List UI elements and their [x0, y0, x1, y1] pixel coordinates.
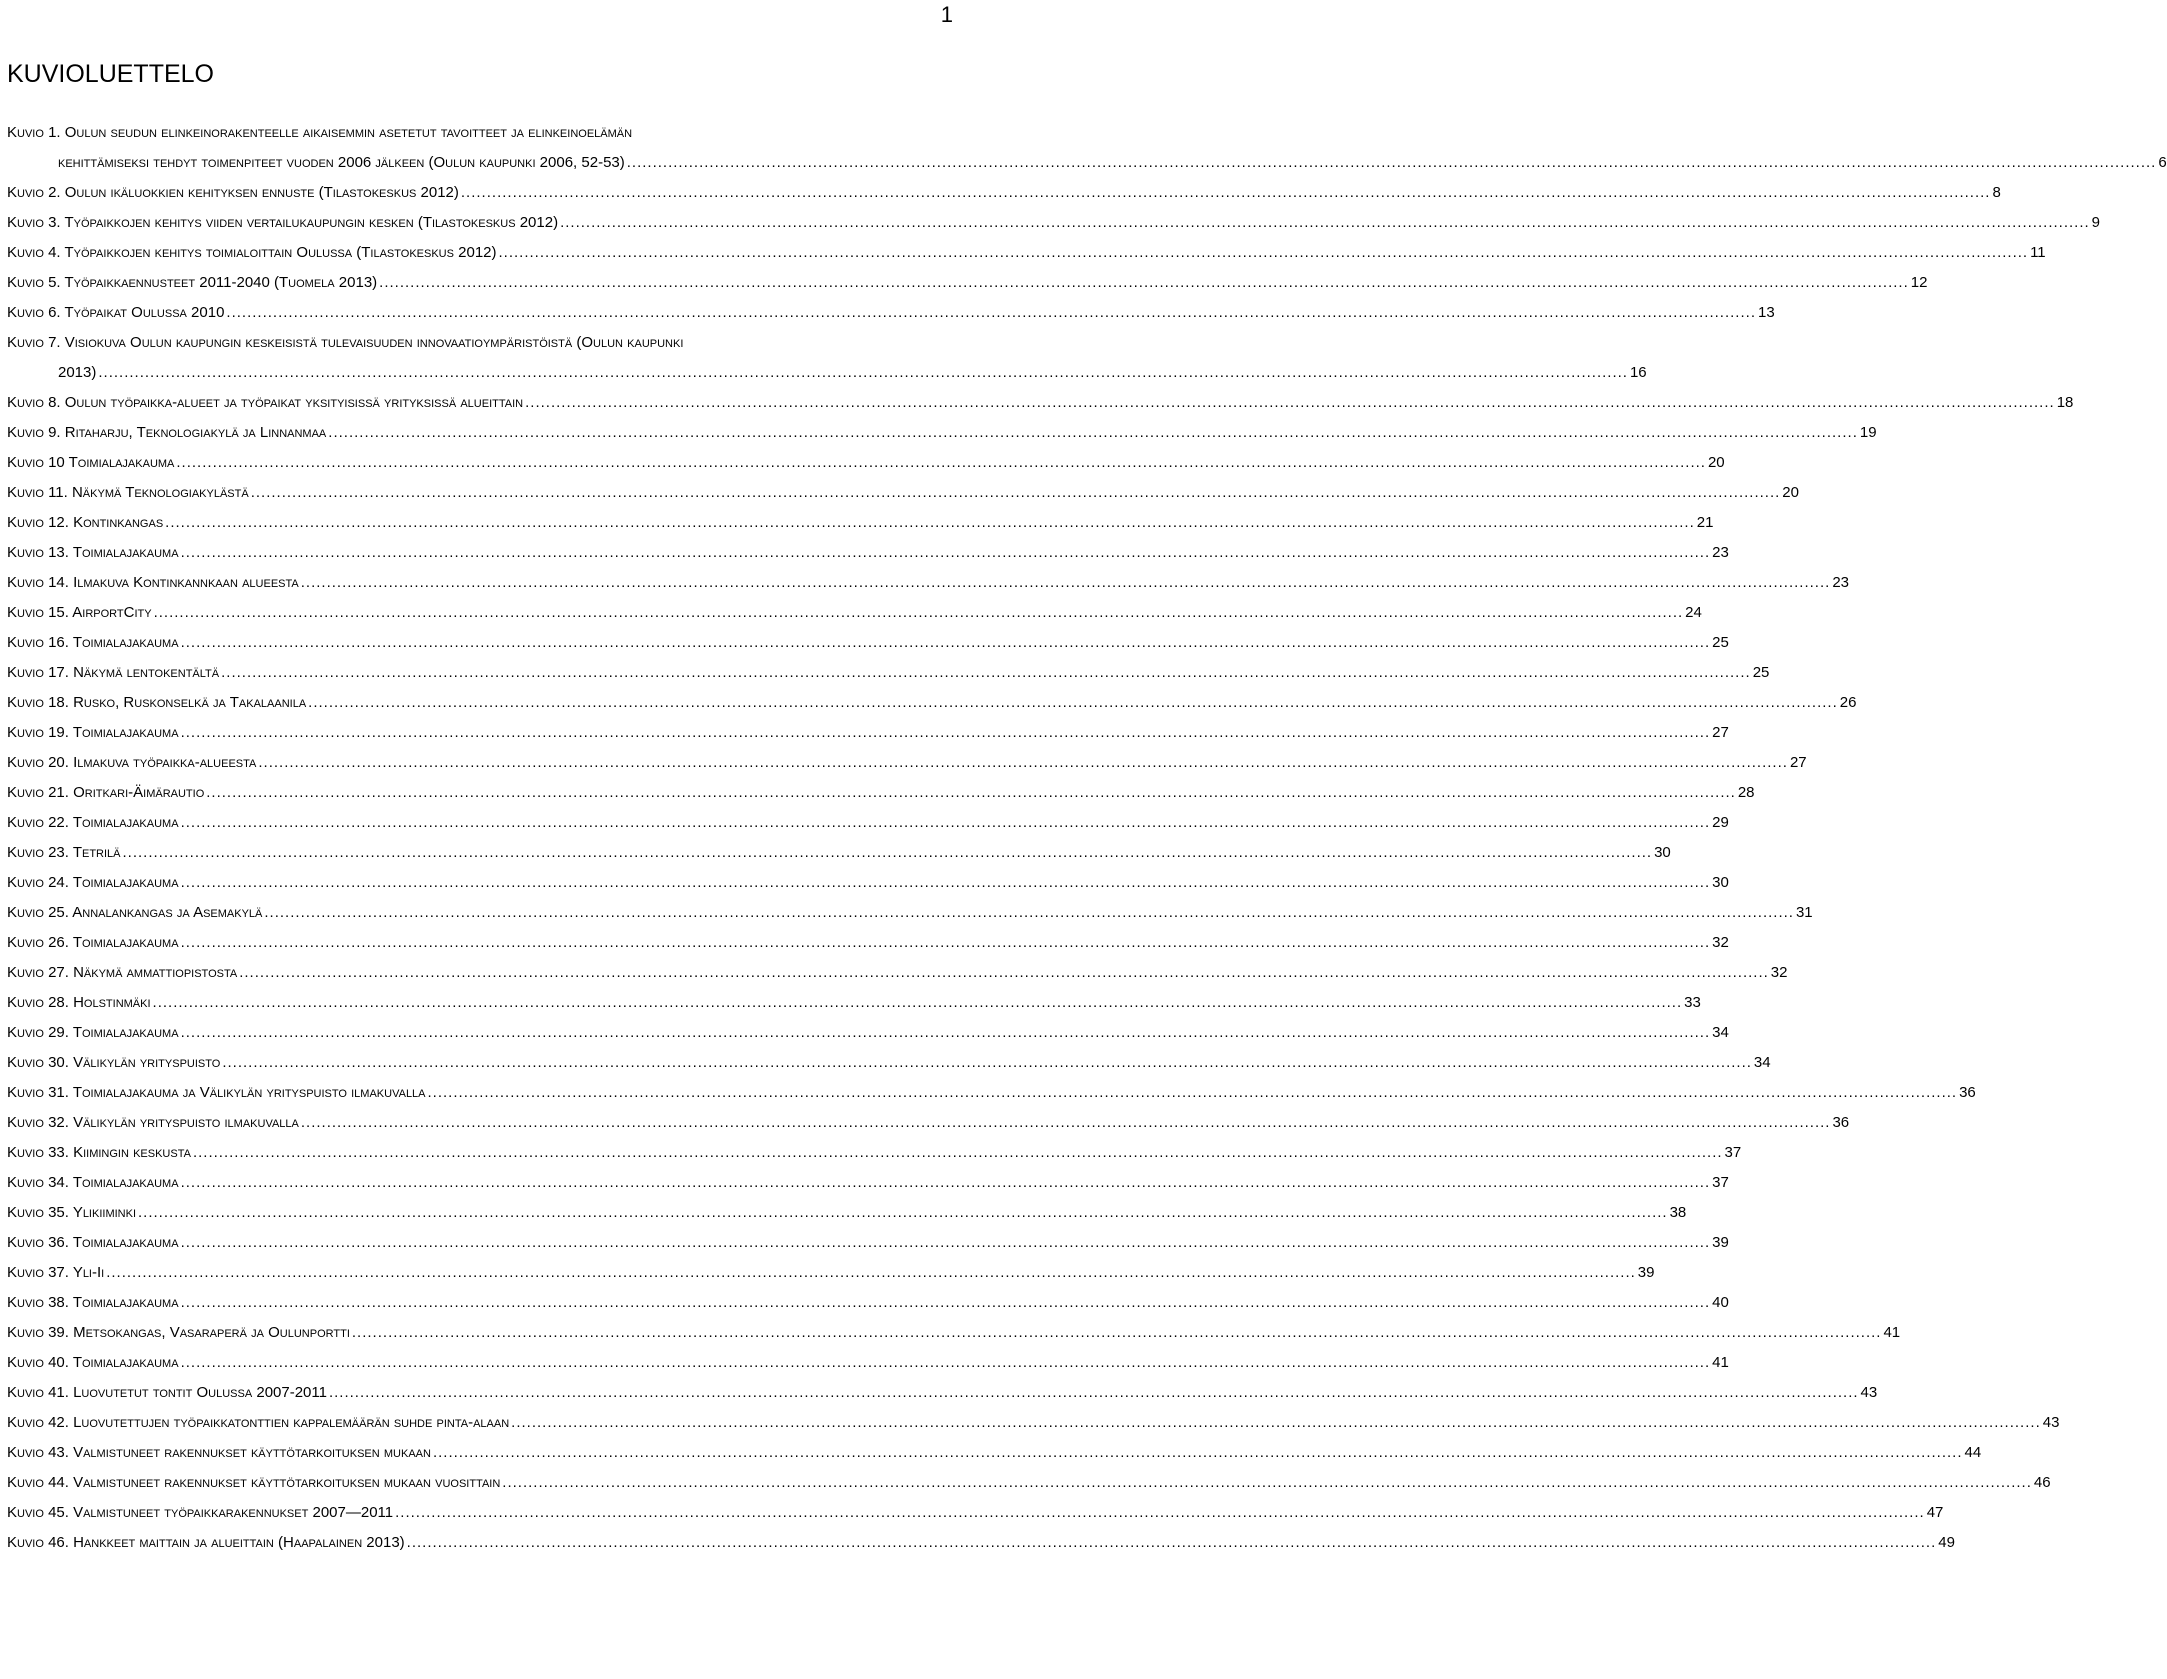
toc-entry[interactable] [7, 688, 1857, 718]
dot-leader [560, 208, 2090, 238]
dot-leader [308, 688, 1838, 718]
toc-entry[interactable] [7, 1018, 1729, 1048]
toc-entry[interactable] [7, 538, 1729, 568]
toc-entry[interactable] [7, 898, 1813, 928]
toc-entry-label: Kuvio 20. Ilmakuva työpaikka-alueesta [7, 754, 257, 771]
toc-entry[interactable] [7, 1318, 1901, 1348]
dot-leader [123, 838, 1653, 868]
dot-leader [379, 268, 1909, 298]
dot-leader [181, 628, 1711, 658]
toc-entry-page: 41 [1883, 1324, 1901, 1341]
toc-entry-label: Kuvio 33. Kiimingin keskusta [7, 1144, 191, 1161]
toc-entry-label-continued: 2013) [58, 364, 97, 381]
toc-entry-label: Kuvio 13. Toimialajakauma [7, 544, 179, 561]
dot-leader [251, 478, 1781, 508]
dot-leader [181, 868, 1711, 898]
toc-entry-page: 32 [1712, 934, 1729, 951]
dot-leader [499, 238, 2029, 268]
toc-entry-label: Kuvio 25. Annalankangas ja Asemakylä [7, 904, 263, 921]
toc-entry[interactable] [7, 988, 1701, 1018]
toc-entry-page: 39 [1712, 1234, 1729, 1251]
toc-entry[interactable] [7, 1228, 1729, 1258]
toc-entry-page: 40 [1712, 1294, 1729, 1311]
toc-entry[interactable] [7, 508, 1714, 538]
toc-entry-page: 11 [2030, 244, 2046, 261]
dot-leader [181, 928, 1711, 958]
toc-entry-page: 33 [1684, 994, 1701, 1011]
toc-entry[interactable] [7, 1408, 2060, 1438]
toc-entry-page: 43 [2042, 1414, 2060, 1431]
toc-entry-label: Kuvio 2. Oulun ikäluokkien kehityksen ennuste (Tilastokeskus 2012) [7, 184, 459, 201]
toc-entry-page: 44 [1964, 1444, 1982, 1461]
dot-leader [301, 568, 1831, 598]
toc-entry-label: Kuvio 22. Toimialajakauma [7, 814, 179, 831]
toc-entry-page: 18 [2056, 394, 2074, 411]
toc-entry-label: Kuvio 27. Näkymä ammattiopistosta [7, 964, 238, 981]
toc-entry-label: Kuvio 21. Oritkari-Äimärautio [7, 784, 205, 801]
dot-leader [106, 1258, 1636, 1288]
dot-leader [138, 1198, 1668, 1228]
toc-entry-page: 16 [1629, 364, 1647, 381]
toc-entry[interactable] [7, 1258, 1655, 1288]
dot-leader [328, 418, 1858, 448]
toc-entry-label: Kuvio 38. Toimialajakauma [7, 1294, 179, 1311]
toc-entry-page: 32 [1770, 964, 1788, 981]
toc-entry[interactable] [7, 598, 1702, 628]
toc-entry-label: Kuvio 30. Välikylän yrityspuisto [7, 1054, 221, 1071]
toc-entry[interactable] [7, 958, 1788, 988]
toc-entry-label: Kuvio 24. Toimialajakauma [7, 874, 179, 891]
toc-entry-page: 34 [1712, 1024, 1729, 1041]
toc-entry[interactable] [7, 1348, 1729, 1378]
toc-entry-label: Kuvio 11. Näkymä Teknologiakylästä [7, 484, 249, 501]
dot-leader [176, 448, 1706, 478]
dot-leader [222, 1048, 1752, 1078]
dot-leader [206, 778, 1736, 808]
toc-entry-page: 24 [1685, 604, 1702, 621]
dot-leader [181, 1348, 1711, 1378]
dot-leader [525, 388, 2055, 418]
toc-entry[interactable] [7, 748, 1807, 778]
dot-leader [264, 898, 1794, 928]
dot-leader [98, 358, 1628, 388]
toc-entry-page: 21 [1696, 514, 1714, 531]
dot-leader [329, 1378, 1859, 1408]
toc-entry-label: Kuvio 1. Oulun seudun elinkeinorakenteelle aikaisemmin asetetut tavoitteet ja elinkeinoelämän [7, 124, 633, 141]
toc-entry-page: 12 [1910, 274, 1928, 291]
dot-leader [193, 1138, 1723, 1168]
toc-entry-label: Kuvio 42. Luovutettujen työpaikkatonttien kappalemäärän suhde pinta-alaan [7, 1414, 510, 1431]
dot-leader [407, 1528, 1937, 1558]
toc-entry-label: Kuvio 3. Työpaikkojen kehitys viiden vertailukaupungin kesken (Tilastokeskus 2012) [7, 214, 559, 231]
toc-entry-page: 19 [1859, 424, 1877, 441]
toc-entry-page: 38 [1669, 1204, 1687, 1221]
toc-entry[interactable] [7, 628, 1729, 658]
toc-entry-label: Kuvio 44. Valmistuneet rakennukset käyttötarkoituksen mukaan vuosittain [7, 1474, 501, 1491]
toc-entry-page: 23 [1832, 574, 1849, 591]
dot-leader [428, 1078, 1958, 1108]
toc-entry[interactable] [7, 928, 1729, 958]
toc-entry-label: Kuvio 29. Toimialajakauma [7, 1024, 179, 1041]
toc-entry-label: Kuvio 14. Ilmakuva Kontinkannkaan alueesta [7, 574, 299, 591]
toc-entry[interactable] [7, 868, 1729, 898]
toc-entry[interactable] [7, 1498, 1944, 1528]
toc-entry-page: 29 [1712, 814, 1729, 831]
dot-leader [627, 148, 2157, 178]
dot-leader [502, 1468, 2032, 1498]
toc-entry-label: Kuvio 35. Ylikiiminki [7, 1204, 136, 1221]
toc-entry-page: 37 [1712, 1174, 1729, 1191]
toc-entry-page: 37 [1724, 1144, 1742, 1161]
toc-entry-page: 25 [1752, 664, 1770, 681]
dot-leader [181, 1288, 1711, 1318]
toc-entry-page: 47 [1926, 1504, 1944, 1521]
toc-entry[interactable] [7, 808, 1729, 838]
dot-leader [165, 508, 1695, 538]
toc-entry-page: 46 [2033, 1474, 2051, 1491]
toc-entry-page: 41 [1712, 1354, 1729, 1371]
toc-entry[interactable] [7, 1378, 1878, 1408]
toc-entry-label-continued: kehittämiseksi tehdyt toimenpiteet vuoden 2006 jälkeen (Oulun kaupunki 2006, 52-53) [58, 154, 625, 171]
dot-leader [181, 718, 1711, 748]
toc-entry-label: Kuvio 6. Työpaikat Oulussa 2010 [7, 304, 225, 321]
dot-leader [181, 538, 1711, 568]
toc-entry-page: 30 [1712, 874, 1729, 891]
toc-entry-label: Kuvio 18. Rusko, Ruskonselkä ja Takalaanila [7, 694, 307, 711]
toc-entry-page: 20 [1782, 484, 1799, 501]
dot-leader [461, 178, 1991, 208]
toc-entry-label: Kuvio 41. Luovutetut tontit Oulussa 2007-2011 [7, 1384, 327, 1401]
toc-entry[interactable] [7, 238, 2046, 268]
dot-leader [154, 598, 1684, 628]
dot-leader [258, 748, 1788, 778]
toc-entry[interactable] [7, 1168, 1729, 1198]
toc-entry-page: 6 [2158, 154, 2167, 171]
toc-entry[interactable] [7, 1048, 1771, 1078]
toc-entry-page: 36 [1832, 1114, 1850, 1131]
dot-leader [395, 1498, 1925, 1528]
toc-entry-page: 27 [1789, 754, 1807, 771]
toc-entry[interactable] [7, 1198, 1687, 1228]
toc-entry[interactable] [7, 328, 1647, 388]
toc-entry-label: Kuvio 39. Metsokangas, Vasaraperä ja Oulunportti [7, 1324, 350, 1341]
toc-entry-page: 20 [1707, 454, 1725, 471]
toc-entry-page: 30 [1654, 844, 1671, 861]
toc-entry-label: Kuvio 7. Visiokuva Oulun kaupungin keskeisistä tulevaisuuden innovaatioympäristöistä (Oulun kaupunki [7, 334, 684, 351]
toc-entry-page: 13 [1757, 304, 1775, 321]
toc-entry-label: Kuvio 23. Tetrilä [7, 844, 121, 861]
toc-entry-label: Kuvio 16. Toimialajakauma [7, 634, 179, 651]
dot-leader [433, 1438, 1963, 1468]
toc-entry[interactable] [7, 568, 1849, 598]
toc-entry-label: Kuvio 31. Toimialajakauma ja Välikylän yrityspuisto ilmakuvalla [7, 1084, 426, 1101]
toc-entry-page: 8 [1992, 184, 2001, 201]
toc-entry-page: 23 [1712, 544, 1729, 561]
page-number: 1 [940, 2, 953, 27]
toc-entry[interactable] [7, 118, 2167, 178]
figure-list [7, 118, 2167, 1558]
toc-entry[interactable] [7, 1438, 1982, 1468]
toc-entry-label: Kuvio 5. Työpaikkaennusteet 2011-2040 (Tuomela 2013) [7, 274, 378, 291]
toc-entry-page: 34 [1753, 1054, 1771, 1071]
dot-leader [181, 808, 1711, 838]
toc-entry-page: 43 [1860, 1384, 1878, 1401]
toc-entry-label: Kuvio 15. AirportCity [7, 604, 152, 621]
dot-leader [181, 1018, 1711, 1048]
toc-entry[interactable] [7, 1468, 2051, 1498]
toc-entry-label: Kuvio 9. Ritaharju, Teknologiakylä ja Linnanmaa [7, 424, 327, 441]
toc-entry-page: 27 [1712, 724, 1729, 741]
toc-entry-label: Kuvio 12. Kontinkangas [7, 514, 164, 531]
toc-entry-label: Kuvio 19. Toimialajakauma [7, 724, 179, 741]
toc-entry-page: 36 [1959, 1084, 1976, 1101]
dot-leader [181, 1168, 1711, 1198]
dot-leader [181, 1228, 1711, 1258]
toc-entry[interactable] [7, 718, 1729, 748]
toc-entry[interactable] [7, 1288, 1729, 1318]
toc-entry-label: Kuvio 28. Holstinmäki [7, 994, 151, 1011]
toc-entry[interactable] [7, 388, 2074, 418]
toc-entry-page: 39 [1637, 1264, 1655, 1281]
dot-leader [221, 658, 1751, 688]
dot-leader [239, 958, 1769, 988]
toc-entry[interactable] [7, 1108, 1850, 1138]
toc-entry[interactable] [7, 478, 1799, 508]
toc-entry[interactable] [7, 418, 1877, 448]
toc-entry[interactable] [7, 448, 1725, 478]
toc-entry-page: 28 [1737, 784, 1755, 801]
dot-leader [511, 1408, 2041, 1438]
toc-entry-label: Kuvio 43. Valmistuneet rakennukset käyttötarkoituksen mukaan [7, 1444, 431, 1461]
toc-entry-label: Kuvio 40. Toimialajakauma [7, 1354, 179, 1371]
toc-entry-label: Kuvio 46. Hankkeet maittain ja alueittain (Haapalainen 2013) [7, 1534, 405, 1551]
toc-entry[interactable] [7, 208, 2100, 238]
toc-entry-label: Kuvio 4. Työpaikkojen kehitys toimialoittain Oulussa (Tilastokeskus 2012) [7, 244, 497, 261]
toc-entry[interactable] [7, 298, 1775, 328]
toc-entry[interactable] [7, 1138, 1742, 1168]
toc-entry[interactable] [7, 778, 1755, 808]
toc-entry[interactable] [7, 268, 1928, 298]
dot-leader [352, 1318, 1882, 1348]
toc-entry-label: Kuvio 32. Välikylän yrityspuisto ilmakuvalla [7, 1114, 299, 1131]
toc-entry[interactable] [7, 1528, 1955, 1558]
dot-leader [301, 1108, 1831, 1138]
toc-entry[interactable] [7, 1078, 1976, 1108]
toc-entry-label: Kuvio 10 Toimialajakauma [7, 454, 175, 471]
dot-leader [153, 988, 1683, 1018]
toc-entry-label: Kuvio 37. Yli-Ii [7, 1264, 105, 1281]
toc-entry-page: 49 [1938, 1534, 1955, 1551]
toc-entry-page: 26 [1839, 694, 1857, 711]
toc-entry[interactable] [7, 838, 1671, 868]
toc-entry-label: Kuvio 17. Näkymä lentokentältä [7, 664, 220, 681]
toc-entry-label: Kuvio 36. Toimialajakauma [7, 1234, 179, 1251]
dot-leader [226, 298, 1756, 328]
toc-entry-label: Kuvio 45. Valmistuneet työpaikkarakennukset 2007—2011 [7, 1504, 394, 1521]
toc-entry-label: Kuvio 26. Toimialajakauma [7, 934, 179, 951]
toc-title: KUVIOLUETTELO [7, 60, 214, 88]
toc-entry-page: 9 [2091, 214, 2100, 231]
toc-entry-page: 25 [1712, 634, 1729, 651]
toc-entry[interactable] [7, 658, 1770, 688]
toc-entry-page: 31 [1795, 904, 1813, 921]
toc-entry[interactable] [7, 178, 2001, 208]
toc-entry-label: Kuvio 34. Toimialajakauma [7, 1174, 179, 1191]
toc-entry-label: Kuvio 8. Oulun työpaikka-alueet ja työpaikat yksityisissä yrityksissä alueittain [7, 394, 524, 411]
